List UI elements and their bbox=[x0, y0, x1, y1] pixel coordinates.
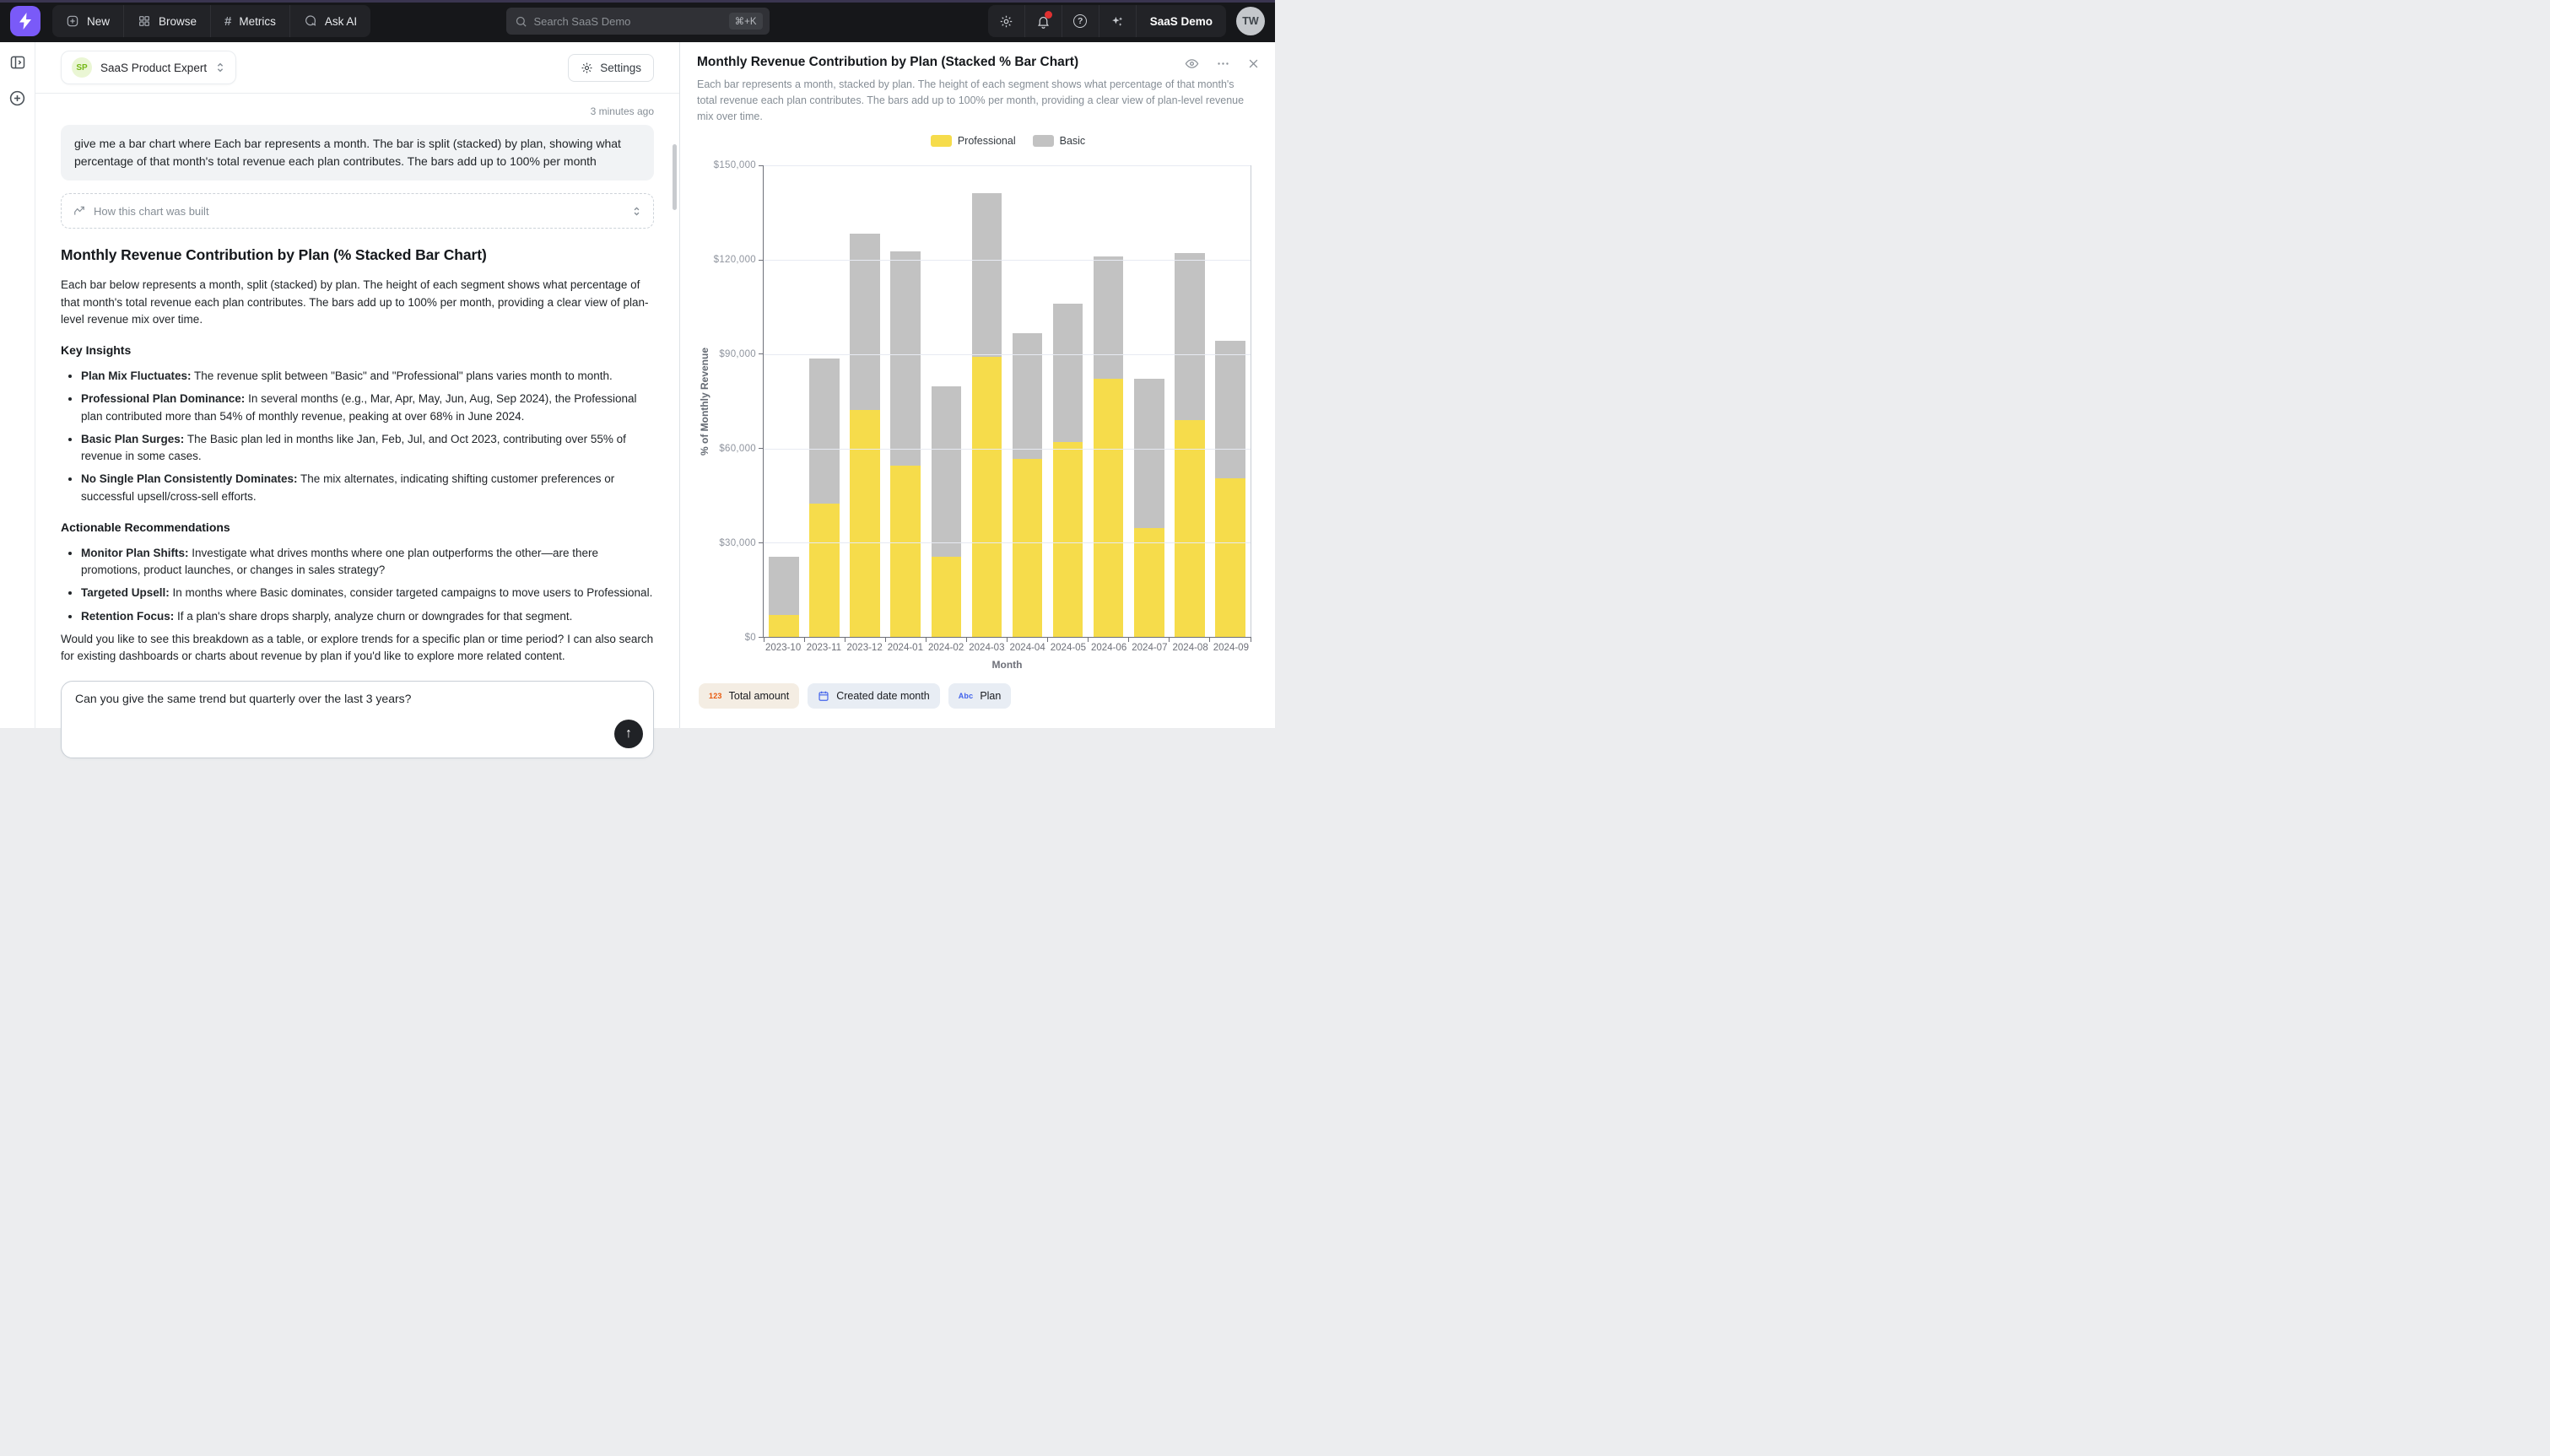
legend-label: Basic bbox=[1059, 135, 1086, 148]
field-tags bbox=[699, 683, 1260, 709]
collapse-sidebar-icon[interactable] bbox=[9, 54, 26, 71]
x-tick-label: 2024-05 bbox=[1050, 643, 1086, 654]
field-tag-label: Total amount bbox=[728, 690, 790, 703]
x-tick-label: 2024-04 bbox=[1009, 643, 1045, 654]
bar-segment-basic[interactable] bbox=[1175, 253, 1205, 420]
bar-segment-professional[interactable] bbox=[972, 357, 1002, 637]
lightning-icon bbox=[18, 13, 33, 30]
chat-star-icon bbox=[304, 14, 317, 28]
search-input[interactable] bbox=[506, 8, 770, 35]
gridline bbox=[764, 354, 1251, 355]
agent-selector[interactable] bbox=[61, 51, 236, 84]
bar-2024-06[interactable] bbox=[1094, 256, 1124, 638]
calendar-icon bbox=[818, 690, 829, 702]
send-button[interactable] bbox=[614, 720, 643, 748]
chart-line-icon bbox=[73, 205, 85, 217]
settings-button[interactable] bbox=[568, 54, 654, 82]
article-title: Monthly Revenue Contribution by Plan (% Stacked Bar Chart) bbox=[61, 246, 487, 263]
x-tick-label: 2024-06 bbox=[1091, 643, 1127, 654]
grid-icon bbox=[138, 14, 151, 28]
bar-2024-02[interactable] bbox=[932, 386, 962, 637]
insights-heading: Key Insights bbox=[61, 343, 132, 357]
bar-segment-basic[interactable] bbox=[1134, 379, 1164, 528]
abc-icon: Abc bbox=[958, 692, 974, 701]
eye-icon[interactable] bbox=[1185, 57, 1199, 71]
notification-badge bbox=[1045, 11, 1052, 19]
field-tag-label: Created date month bbox=[836, 690, 930, 703]
gear-icon bbox=[581, 62, 593, 74]
list-item: • Basic Plan Surges: The Basic plan led in months like Jan, Feb, Jul, and Oct 2023, contributing over 55% of revenue in some cases. bbox=[81, 431, 654, 466]
gridline bbox=[764, 165, 1251, 166]
chart-description: Each bar represents a month, stacked by plan. The height of each segment shows what percentage of that month's total revenue each plan contributes. The bars add up to 100% per month, providing a clear view of plan-level revenue mix over time. bbox=[697, 78, 1245, 122]
nav-item-label: Metrics bbox=[239, 14, 276, 28]
field-tag-created-date-month[interactable] bbox=[808, 683, 940, 709]
recommendations-heading: Actionable Recommendations bbox=[61, 520, 230, 534]
message-timestamp: 3 minutes ago bbox=[590, 105, 654, 117]
chat-scroll-area bbox=[35, 94, 679, 674]
bar-2024-07[interactable] bbox=[1134, 379, 1164, 637]
scrollbar-thumb[interactable] bbox=[673, 144, 677, 210]
hash-icon: # bbox=[224, 13, 232, 29]
stacked-bar-chart bbox=[697, 160, 1260, 644]
x-tick-label: 2024-08 bbox=[1172, 643, 1208, 654]
nav-item-label: New bbox=[87, 14, 111, 28]
insights-list bbox=[61, 368, 654, 505]
bell-button[interactable] bbox=[1025, 5, 1062, 37]
legend-swatch bbox=[1033, 135, 1054, 147]
bar-2024-08[interactable] bbox=[1175, 253, 1205, 637]
field-tag-plan[interactable] bbox=[948, 683, 1012, 709]
nav-item-new[interactable] bbox=[52, 5, 124, 37]
chart-panel bbox=[680, 42, 1275, 728]
x-tick-label: 2024-03 bbox=[969, 643, 1005, 654]
agent-avatar: SP bbox=[72, 57, 92, 78]
bar-2023-11[interactable] bbox=[809, 359, 840, 637]
close-icon[interactable] bbox=[1247, 57, 1260, 70]
chat-header bbox=[35, 42, 679, 94]
bar-2023-10[interactable] bbox=[769, 557, 799, 637]
gridline bbox=[764, 542, 1251, 543]
nav-item-metrics[interactable] bbox=[211, 5, 290, 37]
bar-2024-01[interactable] bbox=[890, 251, 921, 637]
nav-utility-group bbox=[988, 5, 1226, 37]
field-tag-label: Plan bbox=[980, 690, 1002, 703]
y-tick-label: $90,000 bbox=[719, 349, 756, 360]
bar-segment-professional[interactable] bbox=[1134, 528, 1164, 637]
ai-chat-panel bbox=[35, 42, 680, 741]
x-axis-labels bbox=[763, 643, 1251, 653]
list-item: • Monitor Plan Shifts: Investigate what drives months where one plan outperforms the other—are there promotions, product launches, or changes in sales strategy? bbox=[81, 545, 654, 580]
search-icon bbox=[515, 15, 527, 28]
x-tick-label: 2024-01 bbox=[887, 643, 923, 654]
search-shortcut: ⌘+K bbox=[729, 13, 763, 30]
bar-segment-basic[interactable] bbox=[1215, 341, 1245, 477]
list-item: • Professional Plan Dominance: In several months (e.g., Mar, Apr, May, Jun, Aug, Sep 2024), the Professional plan contributed more than 54% of monthly revenue, peaking at over 68% in June 2024. bbox=[81, 391, 654, 425]
chart-legend bbox=[756, 135, 1260, 147]
bar-segment-professional[interactable] bbox=[809, 504, 840, 638]
y-tick-label: $30,000 bbox=[719, 538, 756, 549]
gear-icon bbox=[999, 14, 1013, 29]
article-closing: Would you like to see this breakdown as a table, or explore trends for a specific plan or time period? I can also search for existing dashboards or charts about revenue by plan if you'd like to explore more related content. bbox=[61, 632, 654, 662]
bar-segment-professional[interactable] bbox=[1053, 442, 1083, 637]
assistant-message bbox=[61, 244, 654, 665]
agent-name: SaaS Product Expert bbox=[100, 61, 208, 74]
bar-segment-professional[interactable] bbox=[850, 410, 880, 637]
sparkles-button[interactable] bbox=[1099, 5, 1137, 37]
y-tick-label: $0 bbox=[744, 633, 756, 644]
legend-swatch bbox=[931, 135, 952, 147]
plus-square-icon bbox=[66, 14, 79, 28]
y-axis-ticks bbox=[712, 160, 763, 644]
bar-segment-professional[interactable] bbox=[932, 557, 962, 637]
x-tick-label: 2024-02 bbox=[928, 643, 964, 654]
bar-segment-basic[interactable] bbox=[932, 386, 962, 557]
gear-button[interactable] bbox=[988, 5, 1025, 37]
new-thread-icon[interactable] bbox=[8, 89, 26, 107]
bar-2024-04[interactable] bbox=[1013, 333, 1043, 637]
legend-label: Professional bbox=[957, 135, 1016, 148]
top-navbar bbox=[0, 0, 1275, 42]
search-placeholder: Search SaaS Demo bbox=[533, 14, 631, 28]
user-message: give me a bar chart where Each bar represents a month. The bar is split (stacked) by plan, showing what percentage of that month's total revenue each plan contributes. The bars add up to 100% per month bbox=[61, 125, 654, 181]
bar-segment-basic[interactable] bbox=[972, 193, 1002, 357]
list-item: • No Single Plan Consistently Dominates: The mix alternates, indicating shifting customer preferences or successful upsell/cross-sell efforts. bbox=[81, 471, 654, 505]
how-chart-built-label: How this chart was built bbox=[94, 204, 209, 218]
plot-area bbox=[763, 165, 1251, 638]
nav-item-label: Ask AI bbox=[324, 14, 358, 28]
bar-2023-12[interactable] bbox=[850, 234, 880, 637]
avatar[interactable]: TW bbox=[1236, 7, 1265, 35]
x-tick-label: 2024-09 bbox=[1213, 643, 1249, 654]
bar-segment-professional[interactable] bbox=[890, 466, 921, 637]
list-item: • Targeted Upsell: In months where Basic dominates, consider targeted campaigns to move users to Professional. bbox=[81, 585, 654, 601]
chevron-up-down-icon bbox=[215, 62, 225, 73]
app-logo[interactable] bbox=[10, 6, 41, 36]
bar-segment-basic[interactable] bbox=[1094, 256, 1124, 380]
bar-segment-basic[interactable] bbox=[809, 359, 840, 504]
nav-item-label: Browse bbox=[159, 14, 197, 28]
x-tick-label: 2023-11 bbox=[806, 643, 842, 654]
bar-segment-professional[interactable] bbox=[769, 615, 799, 637]
nav-item-browse[interactable] bbox=[124, 5, 211, 37]
article-intro: Each bar below represents a month, split (stacked) by plan. The height of each segment shows what percentage of that month's total revenue each plan contributes. The bars add up to 100% per month, providing a clear view of plan-level revenue mix over time. bbox=[61, 278, 649, 326]
bar-segment-professional[interactable] bbox=[1094, 379, 1124, 637]
x-axis-title: Month bbox=[991, 659, 1023, 671]
bar-segment-professional[interactable] bbox=[1013, 459, 1043, 637]
chat-input-area bbox=[35, 674, 679, 772]
nav-item-ask-ai[interactable] bbox=[290, 5, 370, 37]
numbers-icon: 123 bbox=[709, 692, 722, 701]
chat-input[interactable] bbox=[61, 681, 654, 758]
legend-item-basic[interactable] bbox=[1033, 135, 1086, 147]
x-tick-label: 2023-12 bbox=[846, 643, 883, 654]
x-tick-label: 2023-10 bbox=[765, 643, 802, 654]
y-axis-label: % of Monthly Revenue bbox=[699, 348, 710, 456]
y-tick-label: $60,000 bbox=[719, 444, 756, 455]
left-rail bbox=[0, 42, 35, 728]
y-tick-label: $120,000 bbox=[713, 255, 756, 266]
list-item: • Retention Focus: If a plan's share drops sharply, analyze churn or downgrades for that segment. bbox=[81, 608, 654, 625]
bar-2024-09[interactable] bbox=[1215, 341, 1245, 637]
sparkles-icon bbox=[1110, 14, 1125, 29]
bar-segment-basic[interactable] bbox=[1013, 333, 1043, 459]
org-switcher[interactable]: SaaS Demo bbox=[1149, 14, 1213, 28]
bar-segment-professional[interactable] bbox=[1215, 478, 1245, 638]
x-tick-label: 2024-07 bbox=[1132, 643, 1168, 654]
gridline bbox=[764, 260, 1251, 261]
list-item: • Plan Mix Fluctuates: The revenue split between "Basic" and "Professional" plans varies month to month. bbox=[81, 368, 654, 385]
bar-segment-basic[interactable] bbox=[769, 557, 799, 615]
help-button[interactable] bbox=[1062, 5, 1099, 37]
gridline bbox=[764, 449, 1251, 450]
chat-input-value: Can you give the same trend but quarterly over the last 3 years? bbox=[75, 692, 412, 706]
y-tick-label: $150,000 bbox=[713, 160, 756, 171]
more-options-icon[interactable] bbox=[1216, 57, 1230, 71]
bar-segment-basic[interactable] bbox=[1053, 304, 1083, 442]
bar-segment-professional[interactable] bbox=[1175, 420, 1205, 638]
settings-label: Settings bbox=[600, 61, 641, 74]
help-icon: ? bbox=[1073, 14, 1087, 28]
field-tag-total-amount[interactable] bbox=[699, 683, 799, 709]
recommendations-list bbox=[61, 545, 654, 625]
how-chart-built-toggle[interactable] bbox=[61, 193, 654, 229]
chevron-up-down-icon bbox=[632, 206, 641, 217]
primary-nav bbox=[52, 5, 370, 37]
bar-segment-basic[interactable] bbox=[890, 251, 921, 466]
legend-item-professional[interactable] bbox=[931, 135, 1016, 147]
arrow-up-icon: ↑ bbox=[625, 726, 632, 741]
chart-title: Monthly Revenue Contribution by Plan (Stacked % Bar Chart) bbox=[697, 55, 1079, 69]
